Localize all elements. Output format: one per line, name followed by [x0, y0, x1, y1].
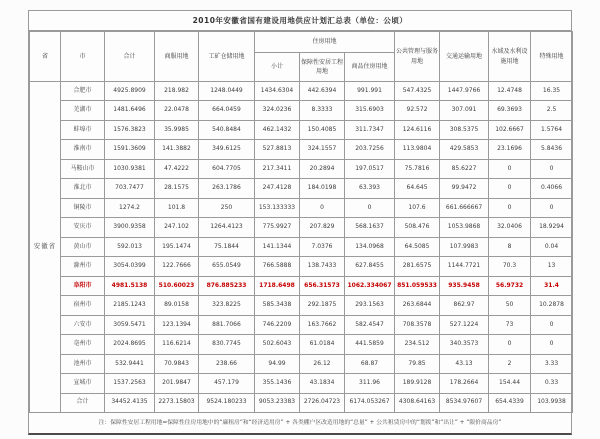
- value-cell: 22.0478: [155, 101, 199, 120]
- value-cell: 0.04: [531, 237, 573, 256]
- col-header-total: 合计: [105, 32, 155, 82]
- value-cell: 247.102: [155, 218, 199, 237]
- value-cell: 568.1637: [345, 218, 395, 237]
- value-cell: 3900.9358: [105, 218, 155, 237]
- table-row: [30, 296, 573, 315]
- city-cell: 宿州市: [61, 296, 105, 315]
- city-cell: 宣城市: [61, 374, 105, 393]
- value-cell: 502.6043: [255, 335, 300, 354]
- value-cell: 8.3333: [300, 101, 345, 120]
- table-frame: [28, 10, 572, 435]
- value-cell: 654.4339: [489, 393, 531, 413]
- col-header-residential-subtotal: 小计: [255, 53, 300, 82]
- value-cell: 184.0198: [300, 179, 345, 198]
- value-cell: 7.0376: [300, 237, 345, 256]
- value-cell: 6174.053267: [345, 393, 395, 413]
- table-row: [30, 179, 573, 198]
- value-cell: 1053.9868: [440, 218, 489, 237]
- value-cell: 31.4: [531, 276, 573, 295]
- value-cell: 311.7347: [345, 120, 395, 139]
- table-header: [30, 32, 573, 82]
- table-row: [30, 315, 573, 334]
- value-cell: 442.6394: [300, 82, 345, 101]
- col-header-residential-group: 住房用地: [255, 32, 395, 53]
- city-cell: 池州市: [61, 354, 105, 373]
- value-cell: 281.6575: [395, 257, 440, 276]
- value-cell: 323.8225: [199, 296, 255, 315]
- value-cell: 1447.9766: [440, 82, 489, 101]
- value-cell: 34452.4135: [105, 393, 155, 413]
- table-row: [30, 120, 573, 139]
- value-cell: 3.33: [531, 354, 573, 373]
- value-cell: 70.3: [489, 257, 531, 276]
- value-cell: 153.133333: [255, 198, 300, 217]
- value-cell: 163.7662: [300, 315, 345, 334]
- value-cell: 263.1786: [199, 179, 255, 198]
- value-cell: 23.1696: [489, 140, 531, 159]
- value-cell: 195.1474: [155, 237, 199, 256]
- value-cell: 73: [489, 315, 531, 334]
- value-cell: 324.1557: [300, 140, 345, 159]
- value-cell: 0: [531, 315, 573, 334]
- value-cell: 99.9472: [440, 179, 489, 198]
- value-cell: 70.9843: [155, 354, 199, 373]
- value-cell: 150.4085: [300, 120, 345, 139]
- value-cell: 1.5764: [531, 120, 573, 139]
- value-cell: 540.8484: [199, 120, 255, 139]
- value-cell: 441.5859: [345, 335, 395, 354]
- value-cell: 94.99: [255, 354, 300, 373]
- value-cell: 457.179: [199, 374, 255, 393]
- value-cell: 218.982: [155, 82, 199, 101]
- value-cell: 1248.0449: [199, 82, 255, 101]
- value-cell: 50: [489, 296, 531, 315]
- col-header-commodity-housing: 商品住房用地: [345, 53, 395, 82]
- value-cell: 0: [489, 335, 531, 354]
- value-cell: 9053.23383: [255, 393, 300, 413]
- value-cell: 2273.15803: [155, 393, 199, 413]
- table-row: [30, 159, 573, 178]
- value-cell: 862.97: [440, 296, 489, 315]
- city-cell: 铜陵市: [61, 198, 105, 217]
- value-cell: 247.4128: [255, 179, 300, 198]
- value-cell: 85.6227: [440, 159, 489, 178]
- value-cell: 64.5085: [395, 237, 440, 256]
- value-cell: 5.8436: [531, 140, 573, 159]
- table-row: [30, 374, 573, 393]
- value-cell: 703.7477: [105, 179, 155, 198]
- city-cell: 芜湖市: [61, 101, 105, 120]
- value-cell: 592.013: [105, 237, 155, 256]
- value-cell: 766.5888: [255, 257, 300, 276]
- province-cell: 安徽省: [30, 82, 61, 413]
- value-cell: 197.0517: [345, 159, 395, 178]
- city-cell: 黄山市: [61, 237, 105, 256]
- value-cell: 0: [300, 198, 345, 217]
- city-cell: 合肥市: [61, 82, 105, 101]
- value-cell: 13: [531, 257, 573, 276]
- value-cell: 582.4547: [345, 315, 395, 334]
- value-cell: 234.512: [395, 335, 440, 354]
- value-cell: 63.393: [345, 179, 395, 198]
- value-cell: 75.7816: [395, 159, 440, 178]
- col-header-affordable-housing: 保障性安居工程用地: [300, 53, 345, 82]
- value-cell: 9524.180233: [199, 393, 255, 413]
- value-cell: 123.1394: [155, 315, 199, 334]
- value-cell: 20.2894: [300, 159, 345, 178]
- city-cell: 淮北市: [61, 179, 105, 198]
- table-row: [30, 198, 573, 217]
- value-cell: 263.6844: [395, 296, 440, 315]
- table-row: [30, 140, 573, 159]
- value-cell: 189.9128: [395, 374, 440, 393]
- value-cell: 292.1875: [300, 296, 345, 315]
- value-cell: 154.44: [489, 374, 531, 393]
- value-cell: 0: [531, 335, 573, 354]
- value-cell: 2: [489, 354, 531, 373]
- value-cell: 107.9983: [440, 237, 489, 256]
- table-row: [30, 257, 573, 276]
- value-cell: 103.9938: [531, 393, 573, 413]
- land-supply-table: [29, 31, 573, 413]
- value-cell: 881.7066: [199, 315, 255, 334]
- value-cell: 1264.4123: [199, 218, 255, 237]
- value-cell: 107.6: [395, 198, 440, 217]
- value-cell: 462.1432: [255, 120, 300, 139]
- value-cell: 56.9732: [489, 276, 531, 295]
- value-cell: 311.96: [345, 374, 395, 393]
- value-cell: 1718.6498: [255, 276, 300, 295]
- col-header-province: 省: [30, 32, 61, 82]
- value-cell: 324.0236: [255, 101, 300, 120]
- value-cell: 79.85: [395, 354, 440, 373]
- value-cell: 308.5375: [440, 120, 489, 139]
- value-cell: 3054.0399: [105, 257, 155, 276]
- city-cell: 阜阳市: [61, 276, 105, 295]
- city-cell: 淮南市: [61, 140, 105, 159]
- value-cell: 1434.6304: [255, 82, 300, 101]
- value-cell: 0: [531, 198, 573, 217]
- value-cell: 1537.2563: [105, 374, 155, 393]
- value-cell: 851.059533: [395, 276, 440, 295]
- value-cell: 315.6903: [345, 101, 395, 120]
- col-header-commercial: 商服用地: [155, 32, 199, 82]
- value-cell: 89.0158: [155, 296, 199, 315]
- value-cell: 664.0459: [199, 101, 255, 120]
- value-cell: 203.7256: [345, 140, 395, 159]
- value-cell: 43.13: [440, 354, 489, 373]
- value-cell: 349.6125: [199, 140, 255, 159]
- value-cell: 4981.5138: [105, 276, 155, 295]
- value-cell: 876.885233: [199, 276, 255, 295]
- value-cell: 138.7433: [300, 257, 345, 276]
- value-cell: 178.2664: [440, 374, 489, 393]
- value-cell: 655.0549: [199, 257, 255, 276]
- value-cell: 1274.2: [105, 198, 155, 217]
- value-cell: 604.7705: [199, 159, 255, 178]
- city-cell: 马鞍山市: [61, 159, 105, 178]
- city-cell: 六安市: [61, 315, 105, 334]
- value-cell: 775.9927: [255, 218, 300, 237]
- col-header-industrial-storage: 工矿仓储用地: [199, 32, 255, 82]
- value-cell: 43.1834: [300, 374, 345, 393]
- table-row: [30, 335, 573, 354]
- col-header-special: 特殊用地: [531, 32, 573, 82]
- col-header-city: 市: [61, 32, 105, 82]
- city-cell: 合计: [61, 393, 105, 413]
- value-cell: 935.9458: [440, 276, 489, 295]
- col-header-water-facilities: 水域及水利设施用地: [489, 32, 531, 82]
- value-cell: 1144.7721: [440, 257, 489, 276]
- value-cell: 201.9847: [155, 374, 199, 393]
- value-cell: 92.572: [395, 101, 440, 120]
- col-header-transportation: 交通运输用地: [440, 32, 489, 82]
- table-row: [30, 237, 573, 256]
- value-cell: 75.1844: [199, 237, 255, 256]
- value-cell: 101.8: [155, 198, 199, 217]
- value-cell: 2726.04723: [300, 393, 345, 413]
- value-cell: 102.6667: [489, 120, 531, 139]
- value-cell: 656.31573: [300, 276, 345, 295]
- value-cell: 429.5853: [440, 140, 489, 159]
- value-cell: 32.0406: [489, 218, 531, 237]
- value-cell: 141.3882: [155, 140, 199, 159]
- value-cell: 532.9441: [105, 354, 155, 373]
- value-cell: 134.0968: [345, 237, 395, 256]
- value-cell: 12.4748: [489, 82, 531, 101]
- value-cell: 18.9294: [531, 218, 573, 237]
- value-cell: 207.829: [300, 218, 345, 237]
- value-cell: 307.091: [440, 101, 489, 120]
- city-cell: 蚌埠市: [61, 120, 105, 139]
- table-row: [30, 82, 573, 101]
- value-cell: 0: [489, 198, 531, 217]
- value-cell: 0: [489, 159, 531, 178]
- table-row: [30, 101, 573, 120]
- value-cell: 61.0184: [300, 335, 345, 354]
- total-row: [30, 393, 573, 413]
- city-cell: 亳州市: [61, 335, 105, 354]
- value-cell: 28.1575: [155, 179, 199, 198]
- value-cell: 4308.64163: [395, 393, 440, 413]
- value-cell: 1576.3823: [105, 120, 155, 139]
- footnote: 注：保障性安居工程用地=保障性住房用地中的“廉租房”和“经济适用房” + 各类棚户区改造用地的“总量” + 公共租赁房中的“划拨”和“出让” + “限价商品房”: [98, 420, 502, 426]
- value-cell: 2.5: [531, 101, 573, 120]
- value-cell: 47.4222: [155, 159, 199, 178]
- value-cell: 35.9985: [155, 120, 199, 139]
- value-cell: 2024.8695: [105, 335, 155, 354]
- table-row: [30, 218, 573, 237]
- value-cell: 830.7745: [199, 335, 255, 354]
- value-cell: 0.4066: [531, 179, 573, 198]
- value-cell: 527.8813: [255, 140, 300, 159]
- value-cell: 141.1344: [255, 237, 300, 256]
- value-cell: 627.8455: [345, 257, 395, 276]
- value-cell: 10.2878: [531, 296, 573, 315]
- table-row: [30, 276, 573, 295]
- value-cell: 3059.5471: [105, 315, 155, 334]
- value-cell: 1591.3609: [105, 140, 155, 159]
- value-cell: 746.2209: [255, 315, 300, 334]
- value-cell: 68.87: [345, 354, 395, 373]
- value-cell: 116.6214: [155, 335, 199, 354]
- value-cell: 0.33: [531, 374, 573, 393]
- value-cell: 585.3438: [255, 296, 300, 315]
- value-cell: 1062.334067: [345, 276, 395, 295]
- value-cell: 2185.1243: [105, 296, 155, 315]
- value-cell: 0: [345, 198, 395, 217]
- value-cell: 113.9804: [395, 140, 440, 159]
- value-cell: 0: [489, 179, 531, 198]
- value-cell: 122.7666: [155, 257, 199, 276]
- value-cell: 510.60023: [155, 276, 199, 295]
- col-header-public-service: 公共管理与服务用地: [395, 32, 440, 82]
- page-title: 2010年安徽省国有建设用地供应计划汇总表（单位：公顷）: [29, 11, 571, 31]
- value-cell: 708.3578: [395, 315, 440, 334]
- value-cell: 355.1436: [255, 374, 300, 393]
- value-cell: 8534.97607: [440, 393, 489, 413]
- value-cell: 4925.8909: [105, 82, 155, 101]
- value-cell: 8: [489, 237, 531, 256]
- value-cell: 661.666667: [440, 198, 489, 217]
- value-cell: 0: [531, 159, 573, 178]
- table-body: [30, 82, 573, 413]
- value-cell: 508.476: [395, 218, 440, 237]
- value-cell: 527.1224: [440, 315, 489, 334]
- table-row: [30, 354, 573, 373]
- city-cell: 滁州市: [61, 257, 105, 276]
- value-cell: 26.12: [300, 354, 345, 373]
- value-cell: 238.66: [199, 354, 255, 373]
- value-cell: 217.3411: [255, 159, 300, 178]
- value-cell: 991.991: [345, 82, 395, 101]
- value-cell: 69.3693: [489, 101, 531, 120]
- value-cell: 547.4325: [395, 82, 440, 101]
- city-cell: 安庆市: [61, 218, 105, 237]
- value-cell: 64.645: [395, 179, 440, 198]
- value-cell: 124.6116: [395, 120, 440, 139]
- value-cell: 293.1563: [345, 296, 395, 315]
- value-cell: 250: [199, 198, 255, 217]
- value-cell: 340.3573: [440, 335, 489, 354]
- value-cell: 1030.9381: [105, 159, 155, 178]
- value-cell: 16.35: [531, 82, 573, 101]
- value-cell: 1481.6496: [105, 101, 155, 120]
